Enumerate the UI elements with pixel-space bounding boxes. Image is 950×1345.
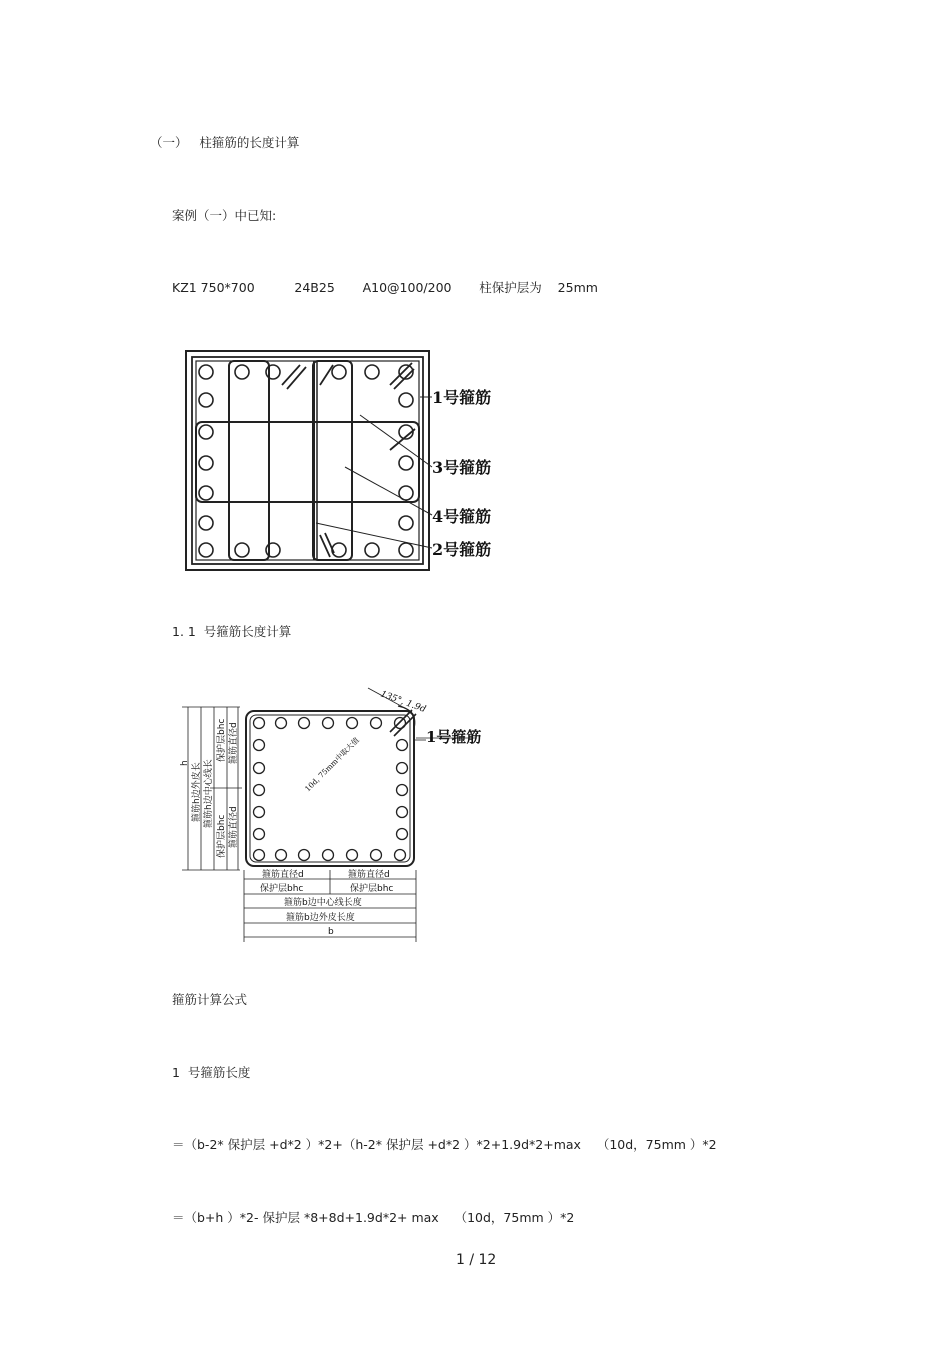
dim-stirrup-dia-left: 箍筋直径d <box>262 870 304 880</box>
formula-line-2: ＝（b+h ）*2- 保护层 *8+8d+1.9d*2+ max （10d，75mm ）*2 <box>172 1210 575 1225</box>
dim-center-length-b: 箍筋b边中心线长度 <box>284 898 362 908</box>
section-heading: （一） 柱箍筋的长度计算 <box>150 135 300 150</box>
stirrup-dimension-figure <box>180 670 500 945</box>
column-spec: KZ1 750*700 24B25 A10@100/200 柱保护层为 25mm <box>172 280 598 295</box>
dim-cover-right: 保护层bhc <box>350 884 394 894</box>
dim-outer-length-h: 箍筋h边外皮长 <box>192 762 202 822</box>
dim-dia-bottom: 箍筋直径d <box>229 806 239 848</box>
dim-cover-left: 保护层bhc <box>260 884 304 894</box>
label-stirrup-4: 4号箍筋 <box>432 507 492 526</box>
stirrup-1-length-label: 1 号箍筋长度 <box>172 1065 251 1080</box>
formula-line-1: ＝（b-2* 保护层 +d*2 ）*2+（h-2* 保护层 +d*2 ）*2+1.9d*2+max （10d，75mm ）*2 <box>172 1137 717 1152</box>
dim-cover-top: 保护层bhc <box>217 718 227 762</box>
label-stirrup-1: 1号箍筋 <box>432 388 492 407</box>
label-stirrup-2: 2号箍筋 <box>432 540 492 559</box>
dim-center-length-h: 箍筋h边中心线长 <box>204 759 214 828</box>
dim-outer-length-b: 箍筋b边外皮长度 <box>286 913 355 923</box>
dim-h: h <box>180 760 190 766</box>
sub-heading-1-1: 1. 1 号箍筋长度计算 <box>172 624 292 639</box>
dim-cover-bottom: 保护层bhc <box>217 814 227 858</box>
label-stirrup-3: 3号箍筋 <box>432 458 492 477</box>
formula-heading: 箍筋计算公式 <box>172 992 248 1007</box>
diagonal-note: 10d, 75mm中取大值 <box>303 735 361 794</box>
dim-b: b <box>328 927 334 937</box>
column-section-figure <box>180 345 520 580</box>
dim-stirrup-dia-right: 箍筋直径d <box>348 870 390 880</box>
case-intro: 案例（一）中已知: <box>172 208 277 223</box>
page-number: 1 / 12 <box>456 1252 497 1268</box>
hook-label: 1号箍筋 <box>426 728 482 746</box>
dim-dia-top: 箍筋直径d <box>229 722 239 764</box>
hook-angle-note: 135°, 1.9d <box>378 689 428 716</box>
